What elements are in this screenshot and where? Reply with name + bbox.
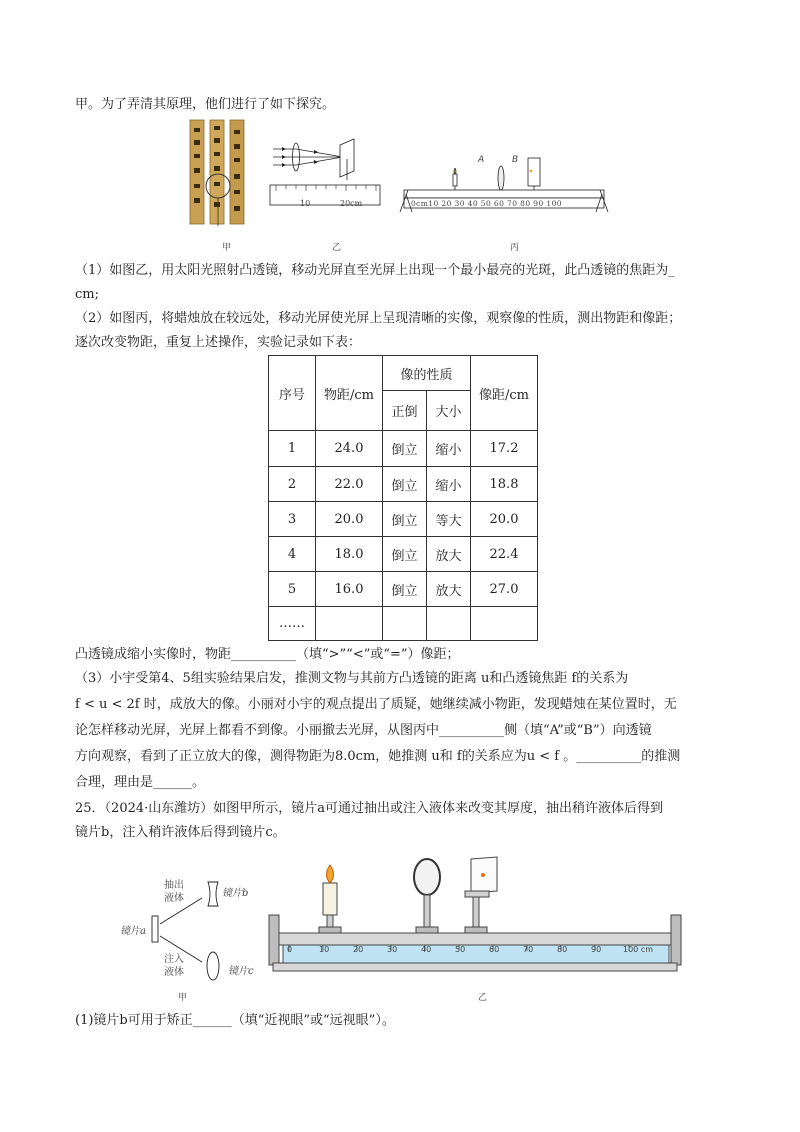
intro-text: 甲。为了弄清其原理，他们进行了如下探究。 [75,97,336,112]
table-row [269,431,538,467]
bench-tick-50: 50 [455,945,466,954]
bench-tick-30: 30 [387,945,398,954]
cell-size: 等大 [427,502,471,537]
question-3-line-5: 合理，理由是______。 [75,775,206,790]
cell-object-distance: 20.0 [316,502,383,537]
bench-label-a: A [478,155,485,165]
lens-b-label: 镜片b [222,888,249,899]
header-image-distance: 像距/cm [471,356,538,431]
caption-fig2-jia: 甲 [178,993,188,1003]
bench-label-b: B [512,155,519,165]
cell-ellipsis: …… [269,607,316,641]
bench-tick-90: 90 [591,945,602,954]
cell-image-distance: 22.4 [471,537,538,572]
bench-tick-60: 60 [489,945,500,954]
cell-orientation: 倒立 [383,467,427,502]
ruler-yi-label-20: 20cm [340,199,363,208]
question-25-line-1: 25．（2024·山东潍坊）如图甲所示，镜片a可通过抽出或注入液体来改变其厚度，抽出稍许液体后得到 [75,801,664,816]
question-3-line-3: 论怎样移动光屏，光屏上都看不到像。小丽撤去光屏，从图丙中__________侧（填“A”或“B”）向透镜 [75,723,652,738]
cell-index: 3 [269,502,316,537]
bench-tick-20: 20 [353,945,364,954]
caption-yi: 乙 [332,243,342,253]
cell-orientation: 倒立 [383,502,427,537]
header-orientation: 正倒 [383,391,427,431]
figure-jia-bamboo-slips [185,118,255,228]
bench-tick-70: 70 [523,945,534,954]
cell-size: 缩小 [427,467,471,502]
bench-tick-0: 0 [287,945,293,954]
question-2-line-1: （2）如图丙，将蜡烛放在较远处，移动光屏使光屏上呈现清晰的实像，观察像的性质，测出物距和像距； [75,311,682,326]
cell-orientation: 倒立 [383,431,427,467]
figure-yi-focal-length [268,125,383,210]
cell-image-distance: 18.8 [471,467,538,502]
caption-jia: 甲 [222,243,232,253]
table-row [269,572,538,607]
cell-index: 2 [269,467,316,502]
cell-object-distance: 16.0 [316,572,383,607]
question-2-line-2: 逐次改变物距，重复上述操作，实验记录如下表： [75,335,362,350]
bench-tick-80: 80 [557,945,568,954]
header-image-nature: 像的性质 [383,356,471,391]
cell-orientation: 倒立 [383,537,427,572]
cell-image-distance: 17.2 [471,431,538,467]
ruler-yi-label-10: 10 [300,199,311,208]
cell-object-distance: 24.0 [316,431,383,467]
question-1-line-2: cm; [75,287,99,302]
caption-bing: 丙 [510,243,520,253]
inject-label-1: 注入 [164,954,184,965]
bench-tick-40: 40 [421,945,432,954]
table-row [269,502,538,537]
table-row [269,607,538,641]
bench-tick-100: 100 cm [623,945,654,954]
question-3-line-1: （3）小宇受第4、5组实验结果启发，推测文物与其前方凸透镜的距离 u和凸透镜焦距 f的关系为 [75,671,629,686]
cell-index: 1 [269,431,316,467]
table-row [269,467,538,502]
question-25-line-2: 镜片b，注入稍许液体后得到镜片c。 [75,825,286,840]
cell-size: 放大 [427,572,471,607]
bench-scale-ticks: 0cm10 20 30 40 50 60 70 80 90 100 [411,199,562,208]
cell-object-distance: 18.0 [316,537,383,572]
question-3-line-4: 方向观察，看到了正立放大的像，测得物距为8.0cm，她推测 u和 f的关系应为u < f 。__________的推测 [75,749,681,764]
question-3-line-2: f < u < 2f 时，成放大的像。小丽对小宇的观点提出了质疑，她继续减小物距，发现蜡烛在某位置时，无 [75,697,677,712]
lens-c-label: 镜片c [228,966,254,977]
cell-image-distance: 20.0 [471,502,538,537]
experiment-table [268,355,538,641]
table-row [269,537,538,572]
extract-label-1: 抽出 [164,880,184,891]
header-index: 序号 [269,356,316,431]
cell-index: 5 [269,572,316,607]
cell-image-distance: 27.0 [471,572,538,607]
bench-tick-10: 10 [319,945,330,954]
cell-size: 放大 [427,537,471,572]
caption-fig2-yi: 乙 [478,993,488,1003]
figure-yi-optical-bench [265,855,685,985]
lens-a-label: 镜片a [120,926,146,937]
question-2-tail: 凸透镜成缩小实像时，物距__________（填“>”“<”或“=”）像距； [75,647,460,662]
cell-object-distance: 22.0 [316,467,383,502]
header-size: 大小 [427,391,471,431]
inject-label-2: 液体 [164,967,184,978]
header-object-distance: 物距/cm [316,356,383,431]
question-1-line-1: （1）如图乙，用太阳光照射凸透镜，移动光屏直至光屏上出现一个最小最亮的光斑，此凸透镜的焦距为_ [75,263,675,278]
cell-orientation: 倒立 [383,572,427,607]
extract-label-2: 液体 [164,893,184,904]
cell-size: 缩小 [427,431,471,467]
cell-index: 4 [269,537,316,572]
question-25-part-1: (1)镜片b可用于矫正______（填“近视眼”或“远视眼”）。 [75,1013,395,1028]
